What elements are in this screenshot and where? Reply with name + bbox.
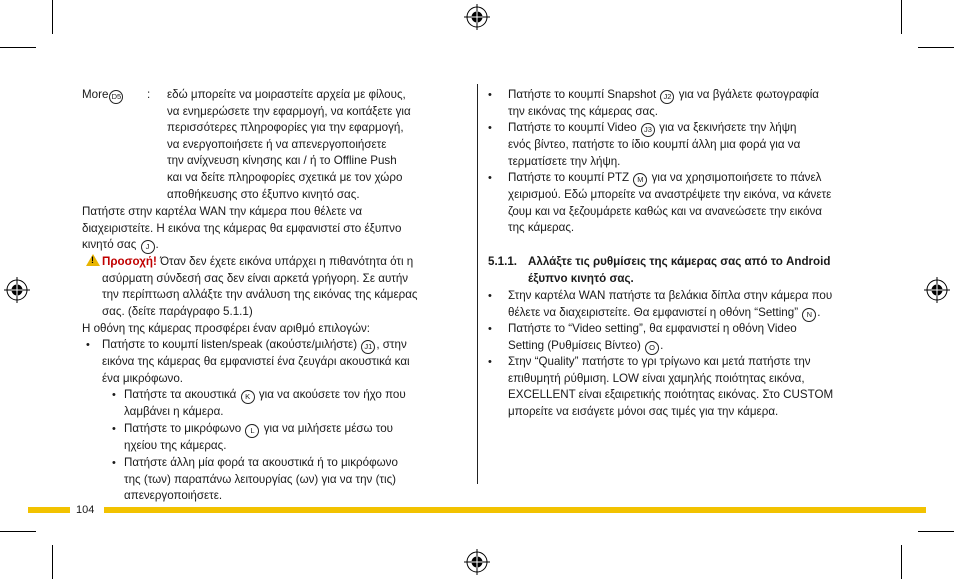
- bullet-dot: •: [112, 457, 116, 469]
- wan-line: Πατήστε στην καρτέλα WAN την κάμερα που θέλετε να: [82, 205, 363, 218]
- page-number: 104: [76, 504, 95, 516]
- quality-line: μπορείτε να εισάγετε μόνοι σας τιμές για την κάμερα.: [508, 404, 779, 418]
- crop-mark: [901, 0, 902, 34]
- j3-icon: J3: [641, 123, 655, 137]
- wan-setting-line: Στην καρτέλα WAN πατήστε τα βελάκια δίπλα στην κάμερα που: [508, 289, 833, 302]
- warning-line: σας. (δείτε παράγραφο 5.1.1): [102, 304, 253, 318]
- quality-line: επιθυμητή ρύθμιση. LOW είναι χαμηλής ποιότητας εικόνα,: [508, 371, 805, 385]
- listen-text-end: , στην: [376, 338, 407, 351]
- more-desc-line: να ενημερώσετε την εφαρμογή, να κοιτάξετε για: [167, 104, 411, 118]
- warning-title: Προσοχή!: [102, 255, 157, 268]
- column-divider: [477, 84, 478, 484]
- sub-item-headphones: [124, 387, 406, 421]
- crop-mark: [52, 545, 53, 579]
- j-icon: J: [141, 240, 155, 254]
- listen-first-line: [102, 337, 410, 354]
- video-setting-line2: [508, 338, 797, 355]
- more-desc-line: αποθήκευσης στο έξυπνο κινητό σας.: [167, 187, 360, 201]
- bullet-dot: •: [488, 89, 492, 101]
- warning-block: [86, 254, 413, 271]
- ptz-text: Πατήστε το κουμπί PTZ: [508, 171, 630, 184]
- more-label: [82, 87, 124, 104]
- wan-end: .: [155, 238, 159, 252]
- sub-item-toggle-off: [124, 455, 398, 505]
- ptz-line: ζουμ και να ξεζουμάρετε καθώς και να ανανεώσετε την εικόνα: [508, 204, 822, 218]
- warning-first-line: [86, 254, 413, 271]
- video-setting-item: [508, 321, 797, 355]
- bullet-dot: •: [488, 122, 492, 134]
- wan-setting-item: [508, 288, 832, 322]
- bullet-dot: •: [86, 339, 90, 351]
- sub-item-microphone: [124, 421, 393, 455]
- sub1-text-end: για να ακούσετε τον ήχο που: [258, 388, 406, 401]
- crop-mark: [52, 0, 53, 34]
- bullet-dot: •: [488, 172, 492, 184]
- d5-icon: D5: [109, 90, 123, 104]
- sub1-line2: λαμβάνει η κάμερα.: [124, 405, 224, 418]
- quality-line: EXCELLENT είναι εξαιρετικής ποιότητας εικόνας. Στο CUSTOM: [508, 388, 834, 402]
- sub3-line: της (των) παραπάνω λειτουργίας (ων) για να την (τις): [124, 472, 397, 486]
- sub2-text-end: για να μιλήσετε μέσω του: [263, 422, 393, 435]
- j1-icon: J1: [361, 340, 375, 354]
- n-icon: N: [802, 308, 816, 322]
- sub1-text: Πατήστε τα ακουστικά: [124, 388, 237, 401]
- video-item: [508, 120, 800, 170]
- warning-line: ασύρματη σύνδεσή σας δεν είναι αρκετά γρήγορη. Σε αυτήν: [102, 271, 409, 285]
- more-description: [167, 87, 411, 203]
- wan-setting-text: θέλετε να διαχειριστείτε. Θα εμφανιστεί η οθόνη “Setting”: [508, 305, 799, 319]
- more-text: More: [82, 88, 109, 101]
- m-icon: M: [633, 173, 647, 187]
- ptz-item: [508, 170, 831, 237]
- l-icon: L: [245, 424, 259, 438]
- wan-last-text: κινητό σας: [82, 238, 137, 252]
- sub2-first: [124, 421, 393, 438]
- crop-mark: [0, 531, 36, 532]
- listen-item: [102, 337, 410, 387]
- more-desc-line: και να δείτε πληροφορίες σχετικά με τον χώρο: [167, 170, 403, 184]
- snapshot-line2: την εικόνας της κάμερας σας.: [508, 105, 659, 118]
- bullet-dot: •: [488, 356, 492, 368]
- more-colon: :: [147, 88, 151, 101]
- bullet-dot: •: [112, 389, 116, 401]
- options-intro: Η οθόνη της κάμερας προσφέρει έναν αριθμό επιλογών:: [82, 322, 371, 335]
- warning-icon: !: [86, 254, 100, 266]
- video-setting-line: Πατήστε το “Video setting”, θα εμφανιστεί η οθόνη Video: [508, 322, 797, 335]
- ptz-text-end: για να χρησιμοποιήσετε το πάνελ: [651, 171, 822, 184]
- ptz-line: της κάμερας.: [508, 221, 575, 235]
- bullet-dot: •: [488, 290, 492, 302]
- wan-setting-end: .: [817, 305, 821, 319]
- warning-continuation: [102, 271, 418, 321]
- crop-mark: [0, 47, 36, 48]
- sub3-line: απενεργοποιήσετε.: [124, 489, 223, 503]
- wan-line: διαχειριστείτε. Η εικόνα της κάμερας θα εμφανιστεί στο έξυπνο: [82, 221, 402, 235]
- wan-setting-line2: [508, 305, 832, 322]
- video-setting-end: .: [660, 338, 664, 352]
- bullet-dot: •: [488, 323, 492, 335]
- wan-paragraph: [82, 204, 401, 254]
- listen-text: Πατήστε το κουμπί listen/speak (ακούστε/μιλήστε): [102, 338, 358, 351]
- video-line: τερματίσετε την λήψη.: [508, 154, 621, 168]
- more-desc-line: εδώ μπορείτε να μοιραστείτε αρχεία με φίλους,: [167, 88, 406, 101]
- more-desc-line: την ανίχνευση κίνησης και / ή το Offline Push: [167, 154, 397, 168]
- snapshot-text: Πατήστε το κουμπί Snapshot: [508, 88, 657, 101]
- section-number: 5.1.1.: [488, 255, 518, 268]
- sub3-line: Πατήστε άλλη μία φορά τα ακουστικά ή το μικρόφωνο: [124, 456, 398, 469]
- video-line: ενός βίντεο, πατήστε το ίδιο κουμπί άλλη μια φορά για να: [508, 138, 801, 151]
- video-text: Πατήστε το κουμπί Video: [508, 121, 637, 134]
- warning-line: την περίπτωση αλλάξτε την ανάλυση της εικόνας της κάμερας: [102, 288, 418, 302]
- quality-item: [508, 354, 833, 420]
- o-icon: O: [645, 341, 659, 355]
- section-title-line: έξυπνο κινητό σας.: [528, 271, 634, 285]
- video-first: [508, 120, 800, 137]
- section-heading: [528, 254, 830, 287]
- video-text-end: για να ξεκινήσετε την λήψη: [659, 121, 797, 134]
- crop-mark: [918, 531, 954, 532]
- sub2-line2: ηχείου της κάμερας.: [124, 439, 227, 452]
- bullet-dot: •: [112, 423, 116, 435]
- video-setting-text: Setting (Ρυθμίσεις Βίντεο): [508, 338, 641, 352]
- crop-mark: [901, 545, 902, 579]
- registration-mark-icon: [924, 277, 950, 303]
- registration-mark-icon: [464, 4, 490, 30]
- ptz-line: χειρισμού. Εδώ μπορείτε να αναστρέψετε την εικόνα, να κάνετε: [508, 188, 832, 201]
- registration-mark-icon: [464, 549, 490, 575]
- k-icon: K: [241, 390, 255, 404]
- more-desc-line: να ενεργοποιήσετε ή να απενεργοποιήσετε: [167, 137, 387, 151]
- quality-line: Στην “Quality” πατήστε το γρι τρίγωνο και μετά πατήστε την: [508, 355, 811, 368]
- footer-bar-left: [28, 507, 70, 513]
- more-desc-line: περισσότερες πληροφορίες για την εφαρμογή,: [167, 121, 404, 135]
- j2-icon: J2: [660, 90, 674, 104]
- section-title-line: Αλλάξτε τις ρυθμίσεις της κάμερας σας από το Android: [528, 255, 831, 268]
- sub1-first: [124, 387, 406, 404]
- sub2-text: Πατήστε το μικρόφωνο: [124, 422, 242, 435]
- snapshot-text-end: για να βγάλετε φωτογραφία: [678, 88, 819, 101]
- registration-mark-icon: [4, 277, 30, 303]
- crop-mark: [918, 47, 954, 48]
- listen-line: εικόνα της κάμερας θα εμφανιστεί ένα ζευγάρι ακουστικά και: [102, 355, 410, 368]
- warning-first: Όταν δεν έχετε εικόνα υπάρχει η πιθανότητα ότι η: [156, 255, 414, 268]
- snapshot-item: [508, 87, 819, 121]
- wan-line-last: [82, 237, 401, 254]
- footer-bar-right: [104, 507, 926, 513]
- snapshot-first: [508, 87, 819, 104]
- ptz-first: [508, 170, 831, 187]
- listen-line: ένα μικρόφωνο.: [102, 371, 184, 385]
